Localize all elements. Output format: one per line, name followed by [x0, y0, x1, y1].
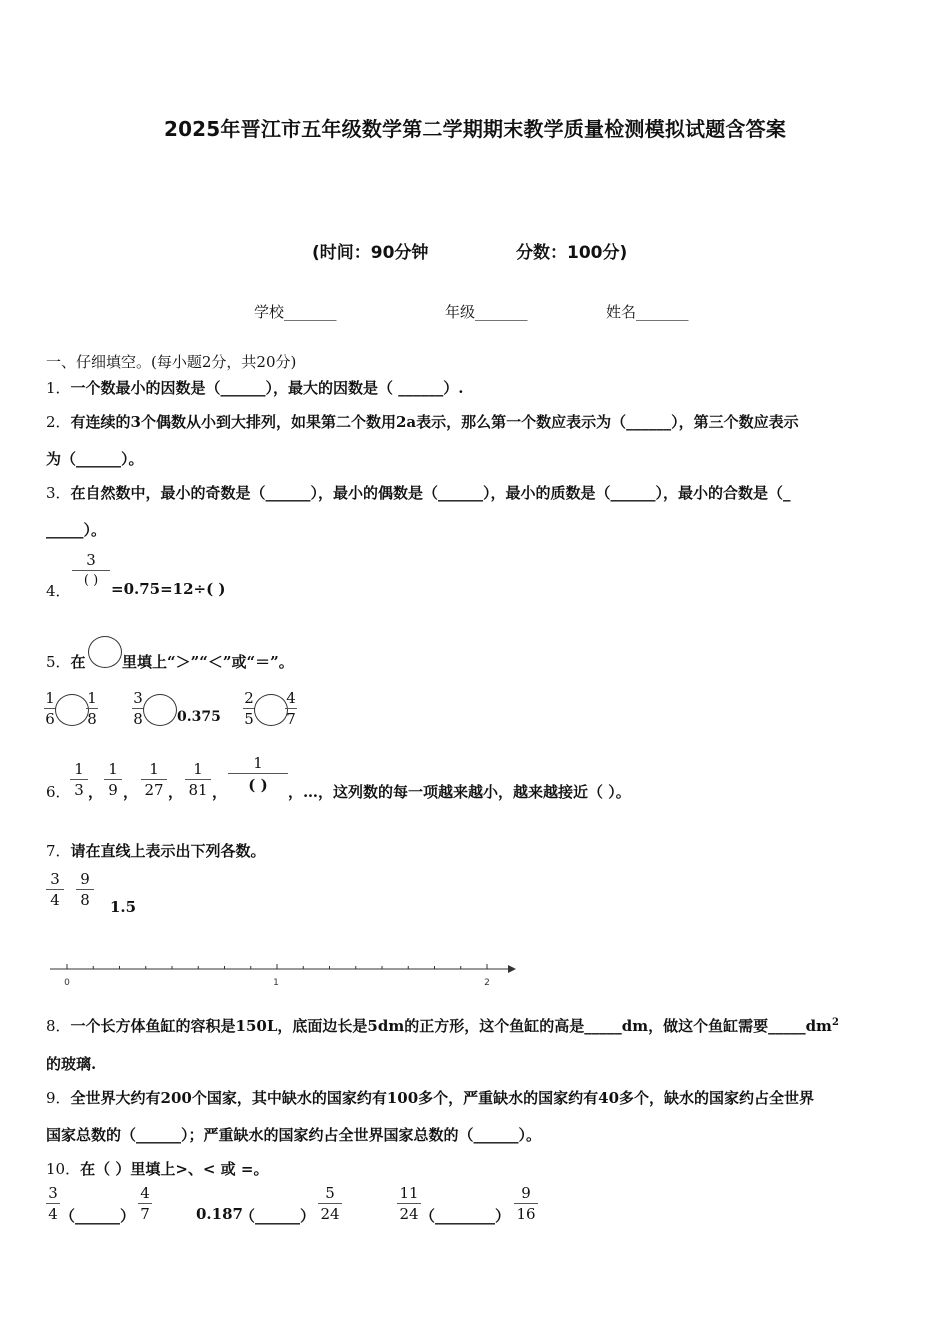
fraction: 11 24 — [397, 1186, 421, 1222]
decimal-value: 1.5 — [110, 898, 137, 916]
question-6-number: 6． — [46, 783, 71, 801]
question-2-cont: 为（______）。 — [46, 450, 144, 468]
separator: ， — [123, 783, 139, 801]
fraction: 9 16 — [514, 1186, 538, 1222]
fraction: 1 6 — [45, 689, 55, 728]
fraction: 1 81 — [185, 762, 211, 798]
question-text: 有连续的3个偶数从小到大排列，如果第二个数用2a表示，那么第一个数应表示为（______），第三个数应表示 — [70, 413, 799, 431]
fraction: 3 8 — [133, 689, 143, 728]
question-number: 2． — [46, 413, 71, 431]
question-text: 在自然数中，最小的奇数是（______），最小的偶数是（______），最小的质数是（______），最小的合数是（_ — [70, 484, 791, 502]
fraction: 1 8 — [87, 689, 97, 728]
fraction: 4 7 — [286, 689, 296, 728]
fraction: 1 3 — [70, 762, 88, 798]
question-8: 8．一个长方体鱼缸的容积是150L，底面边长是5dm的正方形，这个鱼缸的高是_____dm，做这个鱼缸需要$\_\_\_\_\_dm^2$ — [46, 1017, 839, 1035]
axis-label-1: 1 — [273, 978, 279, 988]
question-text: 一个数最小的因数是（______），最大的因数是（ ______）. — [70, 379, 464, 397]
fraction: 4 7 — [138, 1186, 152, 1222]
compare-circle-icon[interactable] — [254, 694, 288, 726]
question-7: 7．请在直线上表示出下列各数。 — [46, 842, 266, 860]
fraction: 3 4 — [46, 1186, 60, 1222]
question-4-number: 4． — [46, 582, 71, 600]
separator: ， — [168, 783, 184, 801]
question-3 — [46, 482, 791, 503]
question-number: 3． — [46, 484, 71, 502]
name-field: 姓名_______ — [606, 303, 689, 321]
fraction: 3 4 — [46, 872, 64, 908]
blank[interactable]: （______） — [240, 1207, 316, 1225]
decimal-value: 0.187 — [196, 1205, 243, 1223]
question-number: 1． — [46, 379, 71, 397]
question-9: 9．全世界大约有200个国家，其中缺水的国家约有100多个，严重缺水的国家约有40多个，缺水的国家约占全世界 — [46, 1089, 815, 1107]
axis-label-0: 0 — [64, 978, 70, 988]
grade-field: 年级_______ — [445, 303, 528, 321]
fraction: 1 ( ) — [228, 756, 288, 793]
section-heading: 一、仔细填空。(每小题2分，共20分) — [46, 353, 297, 371]
fraction: 9 8 — [76, 872, 94, 908]
fraction: 5 24 — [318, 1186, 342, 1222]
page-title: 2025年晋江市五年级数学第二学期期末教学质量检测模拟试题含答案 — [163, 117, 787, 141]
question-2 — [46, 411, 799, 432]
fraction: 1 27 — [141, 762, 167, 798]
question-8-cont: 的玻璃. — [46, 1055, 97, 1073]
number-line[interactable] — [46, 958, 526, 994]
axis-label-2: 2 — [484, 978, 490, 988]
question-10: 10．在（ ）里填上>、< 或 =。 — [46, 1160, 269, 1178]
separator: ， — [88, 783, 104, 801]
compare-circle-icon — [88, 636, 122, 668]
fraction: 2 5 — [244, 689, 254, 728]
school-field: 学校_______ — [254, 303, 337, 321]
compare-circle-icon[interactable] — [55, 694, 89, 726]
compare-circle-icon[interactable] — [143, 694, 177, 726]
question-9-cont: 国家总数的（______）；严重缺水的国家约占全世界国家总数的（______）。 — [46, 1126, 542, 1144]
decimal-value: 0.375 — [177, 709, 221, 725]
exam-score: 分数：100分) — [516, 243, 628, 263]
question-3-cont: _____）。 — [46, 521, 107, 539]
question-5: 5．在 — [46, 653, 86, 671]
exam-time: (时间：90分钟 — [312, 243, 429, 263]
question-1 — [46, 377, 464, 398]
question-5-text: 里填上“＞”“＜”或“＝”。 — [122, 653, 294, 671]
separator: ， — [212, 783, 228, 801]
fraction: 1 9 — [104, 762, 122, 798]
question-6-tail: ，…，这列数的每一项越来越小，越来越接近（ ）。 — [288, 783, 631, 801]
question-4-tail: =0.75=12÷( ) — [111, 580, 226, 598]
fraction: 3 ( ) — [72, 553, 110, 587]
blank[interactable]: （________） — [420, 1207, 511, 1225]
blank[interactable]: （______） — [60, 1207, 136, 1225]
